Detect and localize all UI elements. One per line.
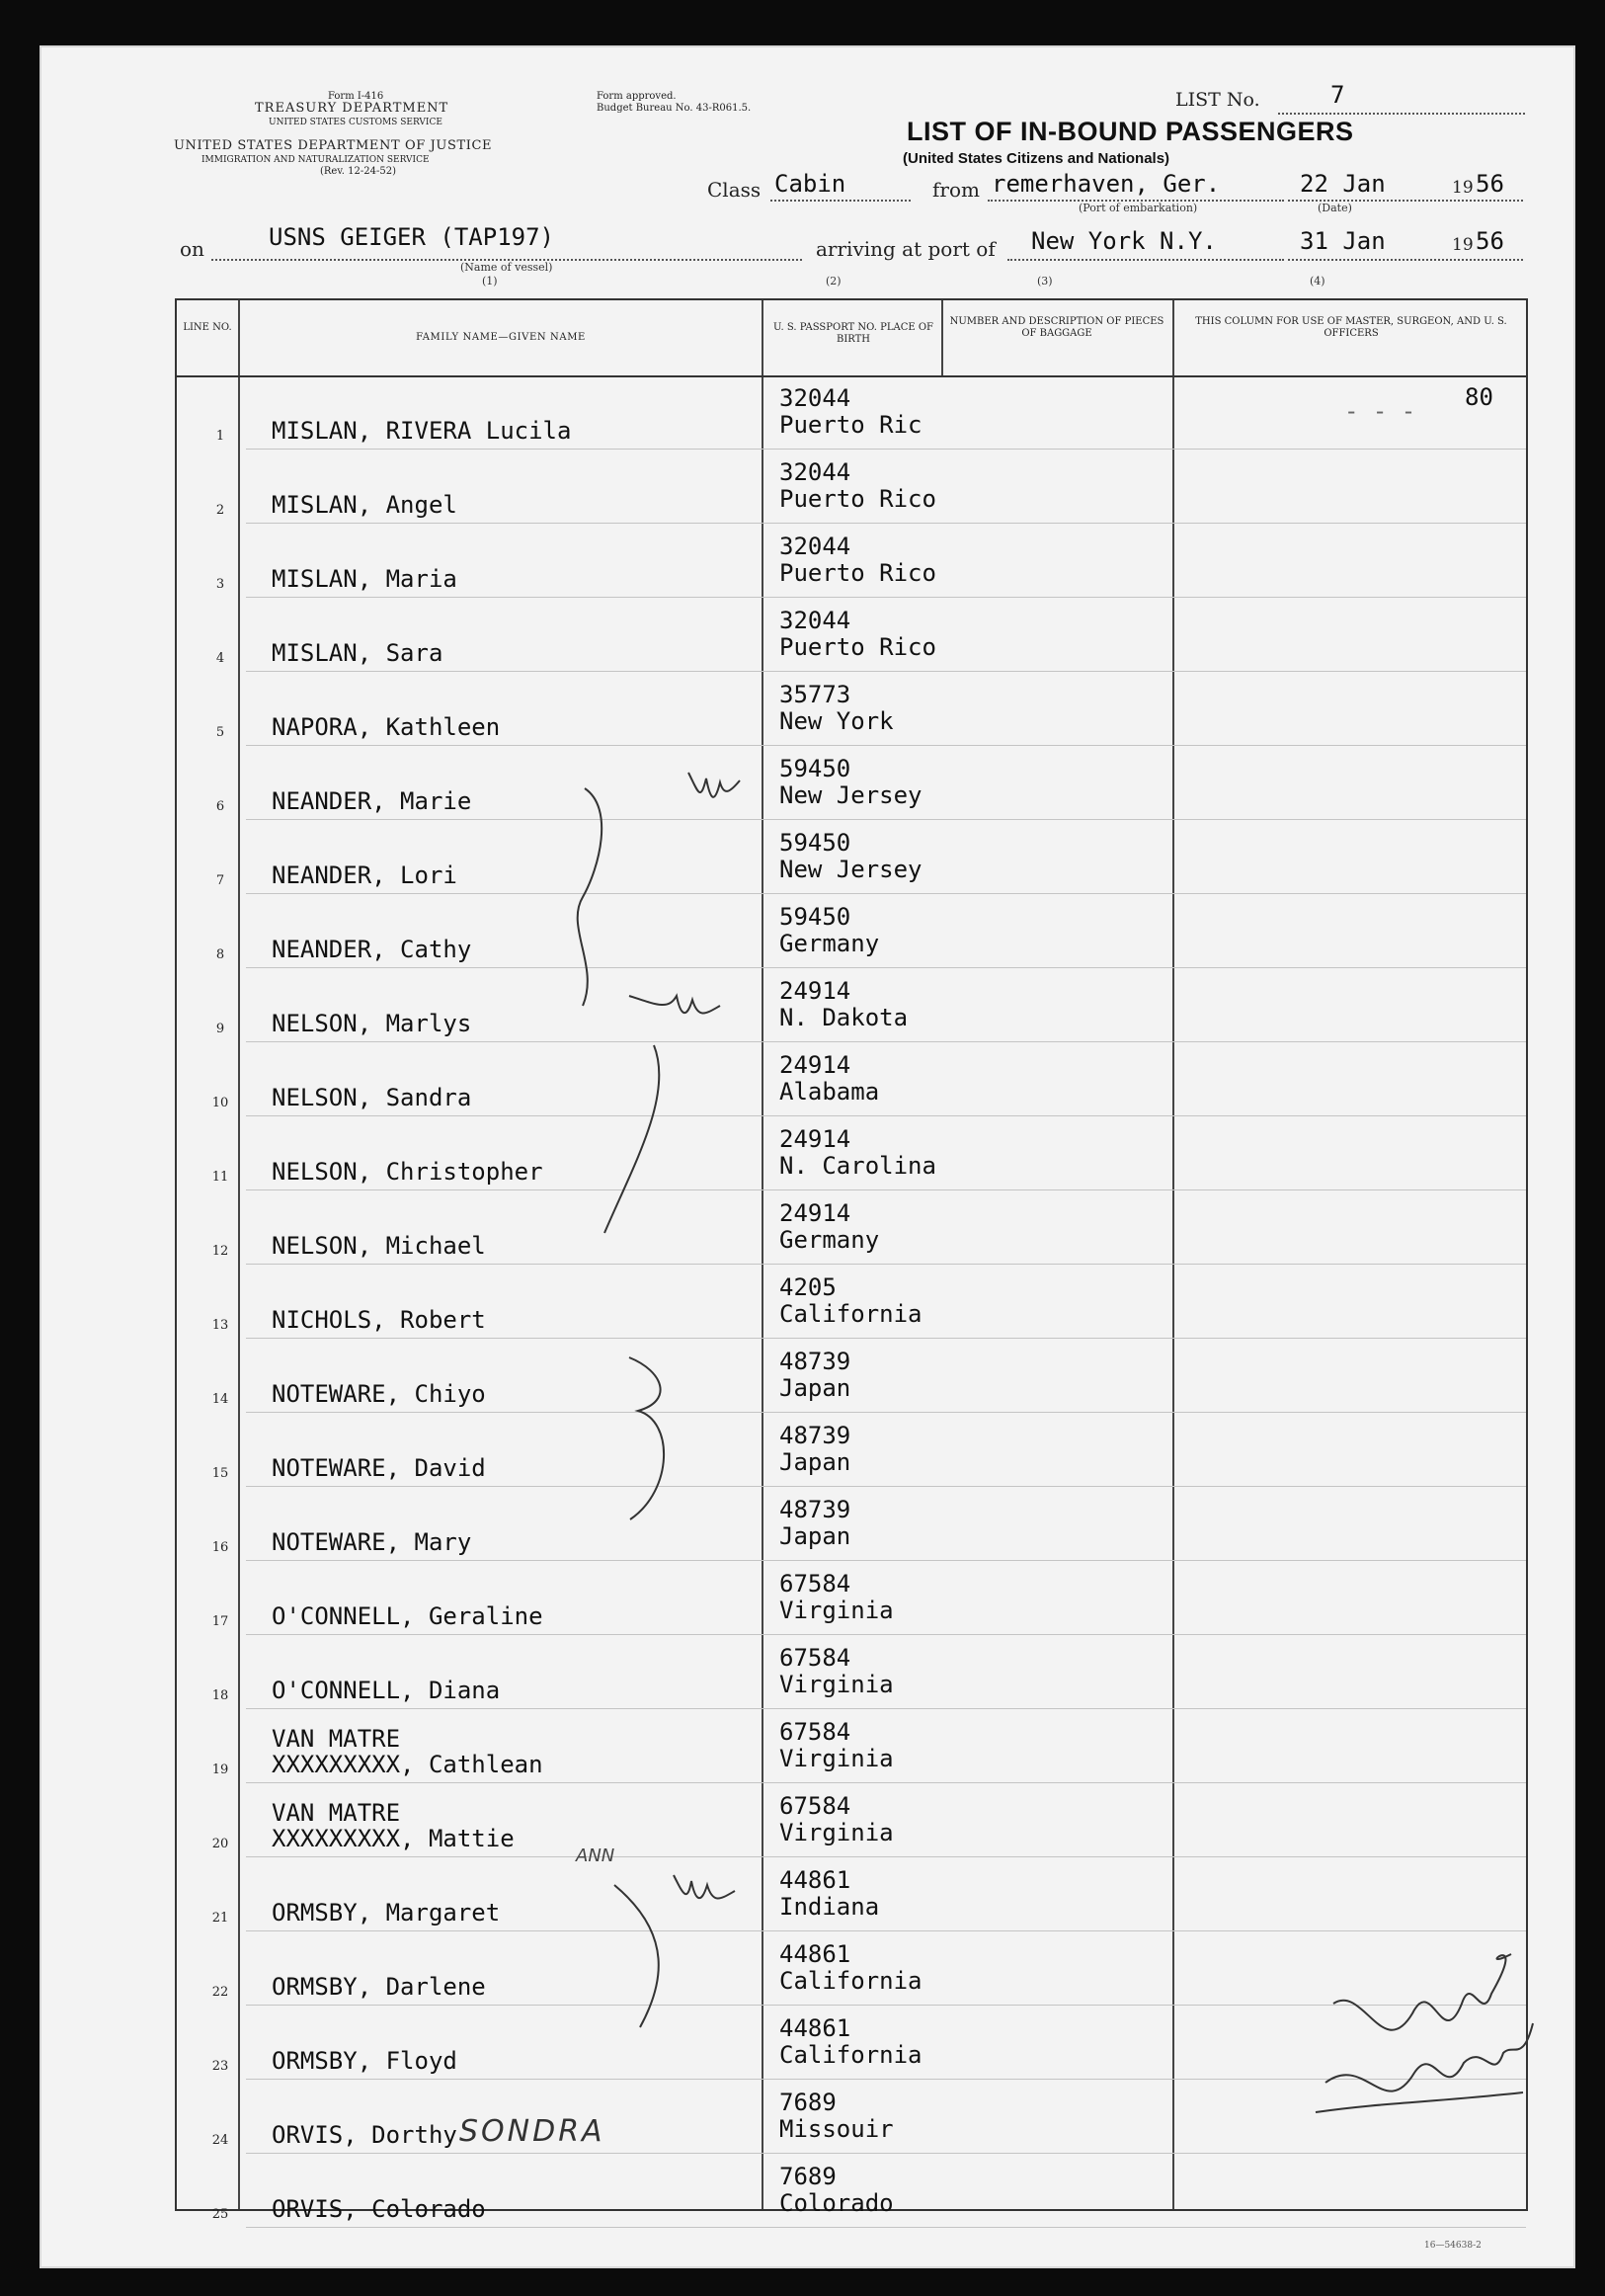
line-number: 2 [215,503,225,518]
signature-stroke [1325,2023,1533,2091]
line-number: 16 [211,1540,229,1555]
header-officers: THIS COLUMN FOR USE OF MASTER, SURGEON, AND U. S. OFFICERS [1195,316,1507,339]
signature-stroke [1333,1954,1511,2030]
passenger-name: ORVIS, Colorado [272,2195,486,2223]
form-sheet [40,45,1575,2268]
bracket-neander [578,788,602,1006]
passenger-name: NELSON, Marlys [272,1010,472,1037]
port-caption: (Port of embarkation) [1079,202,1198,214]
col-ref-1: (1) [482,275,498,287]
passport-number: 67584 [779,1644,851,1672]
col-ref-4: (4) [1310,275,1325,287]
passport-number: 44861 [779,1940,851,1968]
arrival-port: New York N.Y. [1031,227,1217,255]
passenger-name: NOTEWARE, David [272,1454,486,1482]
place-of-birth: Japan [779,1522,851,1550]
line-number: 8 [215,947,225,962]
bracket-ormsby [614,1885,659,2027]
line-number: 22 [211,1985,229,2000]
passenger-name: MISLAN, Angel [272,491,457,519]
passenger-name: MISLAN, RIVERA Lucila [272,417,572,445]
arrival-year-prefix: 19 [1452,235,1474,255]
page-subtitle: (United States Citizens and Nationals) [903,150,1170,167]
line-number: 24 [211,2133,229,2148]
col-ref-2: (2) [826,275,842,287]
line-number: 25 [211,2207,229,2222]
col-ref-3: (3) [1037,275,1053,287]
form-approved: Form approved. [597,91,677,102]
line-number: 12 [211,1244,229,1259]
passenger-name: XXXXXXXXX, Mattie [272,1825,515,1852]
passenger-name: ORVIS, Dorthy [272,2121,457,2149]
handwritten-mark [688,773,740,797]
header-line-no: LINE NO. [183,322,232,333]
place-of-birth: New York [779,707,894,735]
header-baggage: NUMBER AND DESCRIPTION OF PIECES OF BAGGAGE [949,316,1164,339]
passenger-name: NELSON, Sandra [272,1084,472,1111]
place-of-birth: California [779,2041,923,2069]
handwritten-ann: ANN [576,1845,615,1866]
passport-number: 4205 [779,1273,837,1301]
immigration-service: IMMIGRATION AND NATURALIZATION SERVICE [201,155,430,165]
line-number: 1 [215,429,225,444]
handwritten-sondra: SONDRA [459,2114,605,2149]
passport-number: 44861 [779,2014,851,2042]
place-of-birth: Missouir [779,2115,894,2143]
vessel-name: USNS GEIGER (TAP197) [269,223,554,251]
passenger-name: NICHOLS, Robert [272,1306,486,1334]
place-of-birth: Puerto Rico [779,559,936,587]
bracket-noteware [629,1357,664,1519]
passenger-name: NEANDER, Marie [272,787,472,815]
line-number: 20 [211,1837,229,1851]
arriving-label: arriving at port of [816,237,996,261]
place-of-birth: Colorado [779,2189,894,2217]
place-of-birth: Germany [779,1226,880,1254]
place-of-birth: California [779,1967,923,1995]
passport-number: 24914 [779,1199,851,1227]
passenger-name: NEANDER, Lori [272,861,457,889]
customs-service: UNITED STATES CUSTOMS SERVICE [269,118,442,127]
departure-year-prefix: 19 [1452,178,1474,198]
place-of-birth: Virginia [779,1745,894,1772]
passenger-name: ORMSBY, Floyd [272,2047,457,2075]
passport-number: 67584 [779,1570,851,1598]
passenger-name: XXXXXXXXX, Cathlean [272,1751,543,1778]
line-number: 21 [211,1911,229,1926]
list-number-value: 7 [1330,81,1345,109]
passenger-name: MISLAN, Sara [272,639,443,667]
place-of-birth: Germany [779,930,880,957]
departure-year: 56 [1476,170,1504,198]
passport-number: 32044 [779,533,851,560]
place-of-birth: Puerto Ric [779,411,923,439]
on-label: on [180,237,204,261]
place-of-birth: Japan [779,1448,851,1476]
line-number: 18 [211,1688,229,1703]
arrival-year: 56 [1476,227,1504,255]
line-number: 14 [211,1392,229,1407]
passport-number: 59450 [779,829,851,857]
passport-number: 24914 [779,1051,851,1079]
treasury-department: TREASURY DEPARTMENT [255,101,449,116]
passport-number: 7689 [779,2089,837,2116]
line-number: 19 [211,1763,229,1777]
passport-number: 48739 [779,1496,851,1523]
passenger-name-correction: VAN MATRE [272,1725,401,1753]
place-of-birth: Virginia [779,1597,894,1624]
handwritten-mark [674,1875,735,1899]
port-of-embarkation: remerhaven, Ger. [992,170,1221,198]
line-number: 23 [211,2059,229,2074]
list-number-label: LIST No. [1175,89,1260,111]
form-revision: (Rev. 12-24-52) [320,166,397,177]
place-of-birth: N. Carolina [779,1152,936,1180]
departure-date: 22 Jan [1300,170,1386,198]
passport-number: 32044 [779,384,851,412]
place-of-birth: New Jersey [779,856,923,883]
signature-stroke [1316,2092,1523,2112]
justice-department: UNITED STATES DEPARTMENT OF JUSTICE [174,138,493,153]
passenger-name: ORMSBY, Margaret [272,1899,501,1927]
vessel-caption: (Name of vessel) [460,261,553,274]
line-number: 10 [211,1096,229,1110]
line-number: 5 [215,725,225,740]
bracket-nelson [604,1045,659,1233]
line-number: 3 [215,577,225,592]
line-number: 7 [215,873,225,888]
line-number: 4 [215,651,225,666]
place-of-birth: Puerto Rico [779,633,936,661]
from-label: from [932,178,980,202]
date-caption: (Date) [1318,202,1352,214]
line-number: 13 [211,1318,229,1333]
place-of-birth: N. Dakota [779,1004,909,1031]
passport-number: 44861 [779,1866,851,1894]
passport-number: 48739 [779,1422,851,1449]
officer-note: 80 [1465,383,1493,411]
passport-number: 32044 [779,607,851,634]
passenger-name: NOTEWARE, Chiyo [272,1380,486,1408]
handwriting-marks [41,47,1577,2270]
passenger-name: NELSON, Michael [272,1232,486,1260]
class-value: Cabin [774,170,846,198]
passenger-name: NEANDER, Cathy [272,936,472,963]
budget-bureau: Budget Bureau No. 43-R061.5. [597,103,752,114]
place-of-birth: California [779,1300,923,1328]
printer-code: 16—54638-2 [1424,2241,1482,2251]
place-of-birth: Japan [779,1374,851,1402]
line-number: 9 [215,1022,225,1036]
place-of-birth: Virginia [779,1671,894,1698]
passport-number: 35773 [779,681,851,708]
place-of-birth: Alabama [779,1078,880,1106]
passenger-name: NELSON, Christopher [272,1158,543,1186]
place-of-birth: Virginia [779,1819,894,1846]
passport-number: 67584 [779,1792,851,1820]
passport-number: 59450 [779,755,851,782]
line-number: 6 [215,799,225,814]
passport-number: 48739 [779,1348,851,1375]
passenger-name: O'CONNELL, Geraline [272,1602,543,1630]
passenger-name: O'CONNELL, Diana [272,1677,501,1704]
place-of-birth: Puerto Rico [779,485,936,513]
line-number: 17 [211,1614,229,1629]
passport-number: 32044 [779,458,851,486]
place-of-birth: New Jersey [779,781,923,809]
class-label: Class [707,178,762,202]
header-name: FAMILY NAME—GIVEN NAME [416,332,586,343]
passenger-name: NOTEWARE, Mary [272,1528,472,1556]
passport-number: 7689 [779,2163,837,2190]
passport-number: 24914 [779,977,851,1005]
passenger-name: NAPORA, Kathleen [272,713,501,741]
form-number: Form I-416 [328,91,384,102]
passenger-name-correction: VAN MATRE [272,1799,401,1827]
officer-dashes: - - - [1344,397,1416,425]
place-of-birth: Indiana [779,1893,880,1921]
passport-number: 24914 [779,1125,851,1153]
line-number: 15 [211,1466,229,1481]
handwritten-mark [629,996,720,1014]
passenger-name: ORMSBY, Darlene [272,1973,486,2001]
page-title: LIST OF IN-BOUND PASSENGERS [907,117,1354,146]
passport-number: 59450 [779,903,851,931]
header-passport: U. S. PASSPORT NO. PLACE OF BIRTH [773,322,933,345]
passenger-name: MISLAN, Maria [272,565,457,593]
passport-number: 67584 [779,1718,851,1746]
arrival-date: 31 Jan [1300,227,1386,255]
line-number: 11 [211,1170,229,1185]
